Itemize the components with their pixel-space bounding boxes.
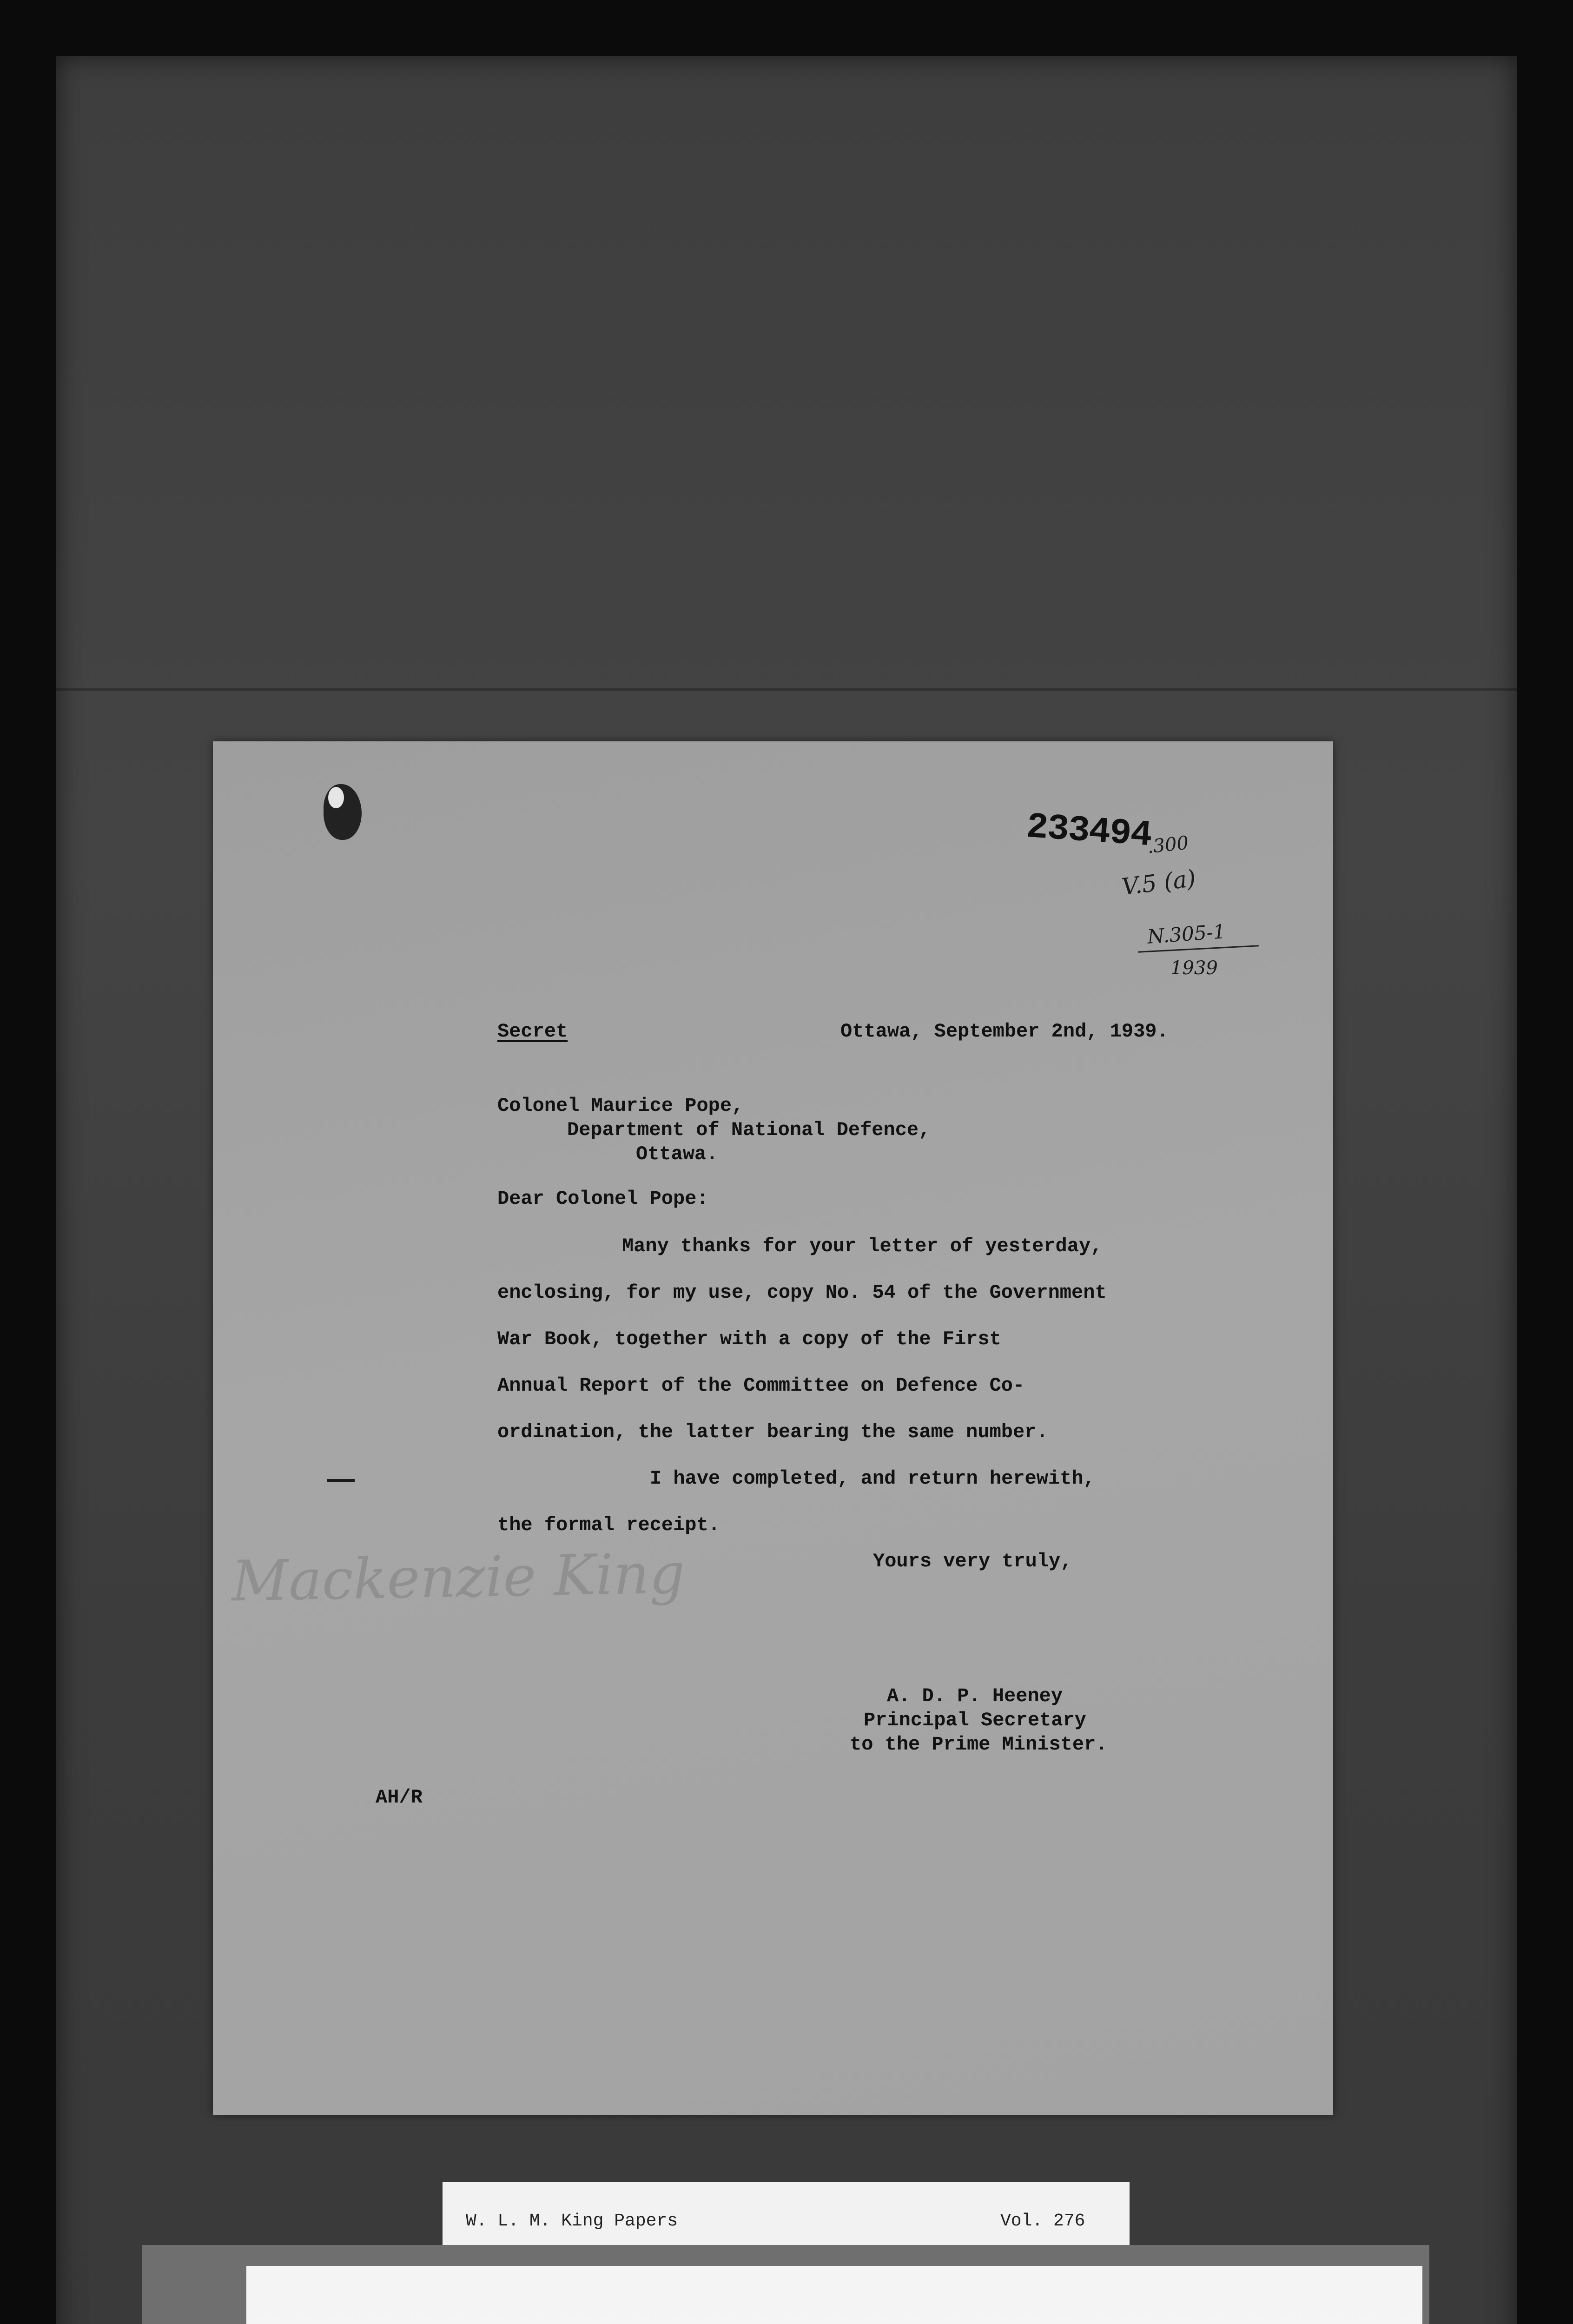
body-line: Many thanks for your letter of yesterday, — [622, 1235, 1103, 1257]
signature-title-1: Principal Secretary — [864, 1709, 1086, 1731]
archive-number: 233494 — [1025, 806, 1153, 857]
body-line: War Book, together with a copy of the First — [497, 1328, 1001, 1350]
closing: Yours very truly, — [873, 1550, 1072, 1572]
typist-initials: AH/R — [376, 1786, 423, 1809]
volume-number: Vol. 276 — [1000, 2211, 1085, 2231]
body-line: I have completed, and return herewith, — [650, 1467, 1095, 1490]
body-line: enclosing, for my use, copy No. 54 of the Government — [497, 1281, 1107, 1304]
signature-name: A. D. P. Heeney — [887, 1685, 1063, 1707]
place-date: Ottawa, September 2nd, 1939. — [840, 1020, 1169, 1043]
recipient-line-2: Department of National Defence, — [567, 1119, 931, 1141]
body-line: ordination, the latter bearing the same number. — [497, 1421, 1048, 1443]
archive-card-frame — [142, 2245, 1429, 2324]
signature-title-2: to the Prime Minister. — [850, 1733, 1108, 1756]
handwritten-note-1: .300 — [1146, 832, 1190, 858]
backdrop-fold — [56, 688, 1517, 691]
punch-hole — [324, 784, 362, 840]
body-line: Annual Report of the Committee on Defence Co- — [497, 1374, 1025, 1397]
handwritten-note-2: V.5 (a) — [1120, 865, 1197, 901]
collection-name: W. L. M. King Papers — [466, 2211, 678, 2231]
salutation: Dear Colonel Pope: — [497, 1188, 708, 1210]
bleed-through-signature: Mackenzie King — [231, 1541, 686, 1614]
margin-mark — [327, 1479, 355, 1482]
classification: Secret — [497, 1020, 568, 1043]
handwritten-note-4: 1939 — [1170, 957, 1218, 979]
letter-page — [213, 741, 1333, 2115]
body-line: the formal receipt. — [497, 1514, 720, 1536]
handwritten-note-3: N.305-1 — [1146, 920, 1227, 948]
recipient-line-3: Ottawa. — [636, 1143, 718, 1165]
recipient-line-1: Colonel Maurice Pope, — [497, 1095, 744, 1117]
archive-card — [246, 2266, 1422, 2324]
